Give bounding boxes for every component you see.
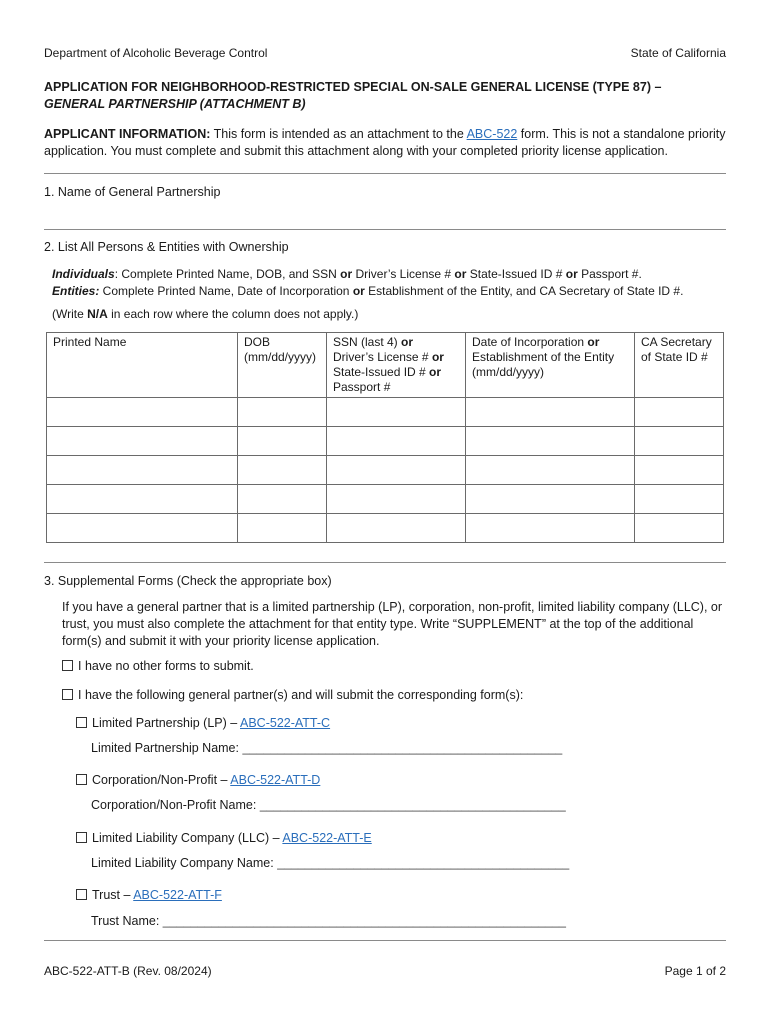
table-row [47,427,724,456]
col-ssn: SSN (last 4) or Driver’s License # or State-Issued ID # or Passport # [327,333,466,398]
ownership-table [46,332,724,543]
individuals-instructions: Individuals: Complete Printed Name, DOB, and SSN or Driver’s License # or State-Issued ID # or Passport #. [52,267,642,281]
supplement-paragraph: If you have a general partner that is a limited partnership (LP), corporation, non-profit, limited liability company (LLC), or trust, you must also complete the attachment for that entity type. Write “SUPPLEMENT” at the top of the additional form(s) and submit it with your priority license application. [62,600,723,648]
checkbox[interactable] [76,774,87,785]
option-have-partners[interactable]: I have the following general partner(s) and will submit the corresponding form(s): [62,688,523,702]
llc-name-field[interactable]: Limited Liability Company Name: __________________________________________ [91,856,570,870]
table-row [47,398,724,427]
abc-522-att-d-link[interactable]: ABC-522-ATT-D [230,773,321,787]
col-dob: DOB (mm/dd/yyyy) [238,333,327,398]
option-lp[interactable]: Limited Partnership (LP) – ABC-522-ATT-C [76,716,330,730]
entities-instructions: Entities: Complete Printed Name, Date of Incorporation or Establishment of the Entity, and CA Secretary of State ID #. [52,284,684,298]
divider [44,562,726,563]
form-subtitle: GENERAL PARTNERSHIP (ATTACHMENT B) [44,97,306,111]
section-3-label: 3. Supplemental Forms (Check the appropriate box) [44,574,332,588]
abc-522-att-f-link[interactable]: ABC-522-ATT-F [133,888,222,902]
option-corporation[interactable]: Corporation/Non-Profit – ABC-522-ATT-D [76,773,320,787]
header-state: State of California [630,46,726,60]
intro-text-a: This form is intended as an attachment to the [210,127,467,141]
section-2-label: 2. List All Persons & Entities with Ownership [44,240,289,254]
corp-name-field[interactable]: Corporation/Non-Profit Name: ____________________________________________ [91,798,566,812]
col-printed-name: Printed Name [47,333,238,398]
table-header-row [47,333,724,398]
abc-522-att-e-link[interactable]: ABC-522-ATT-E [282,831,372,845]
section-1-label: 1. Name of General Partnership [44,185,221,199]
lp-name-field[interactable]: Limited Partnership Name: ______________________________________________ [91,741,563,755]
divider [44,173,726,174]
divider [44,940,726,941]
na-note: (Write N/A in each row where the column does not apply.) [52,307,359,321]
table-row [47,514,724,543]
trust-name-field[interactable]: Trust Name: __________________________________________________________ [91,914,566,928]
intro-text-b: form. This is not a standalone priority application. You must complete and submit this attachment along with your completed priority license application. [44,127,726,158]
checkbox[interactable] [76,717,87,728]
checkbox[interactable] [62,689,73,700]
option-trust[interactable]: Trust – ABC-522-ATT-F [76,888,222,902]
header-department: Department of Alcoholic Beverage Control [44,46,268,60]
form-number: ABC-522-ATT-B (Rev. 08/2024) [44,964,212,978]
checkbox[interactable] [76,832,87,843]
table-row [47,485,724,514]
page-number: Page 1 of 2 [664,964,726,978]
table-row [47,456,724,485]
checkbox[interactable] [62,660,73,671]
form-title: APPLICATION FOR NEIGHBORHOOD-RESTRICTED SPECIAL ON-SALE GENERAL LICENSE (TYPE 87) – [44,80,662,94]
intro-label: APPLICANT INFORMATION: [44,127,211,141]
checkbox[interactable] [76,889,87,900]
partnership-name-line[interactable] [44,229,726,230]
applicant-information [44,126,734,160]
col-incorporation: Date of Incorporation or Establishment of the Entity (mm/dd/yyyy) [466,333,635,398]
abc-522-link[interactable]: ABC-522 [466,127,518,141]
option-llc[interactable]: Limited Liability Company (LLC) – ABC-522-ATT-E [76,831,372,845]
abc-522-att-c-link[interactable]: ABC-522-ATT-C [240,716,331,730]
col-sos-id: CA Secretary of State ID # [635,333,724,398]
option-no-other-forms[interactable]: I have no other forms to submit. [62,659,254,673]
